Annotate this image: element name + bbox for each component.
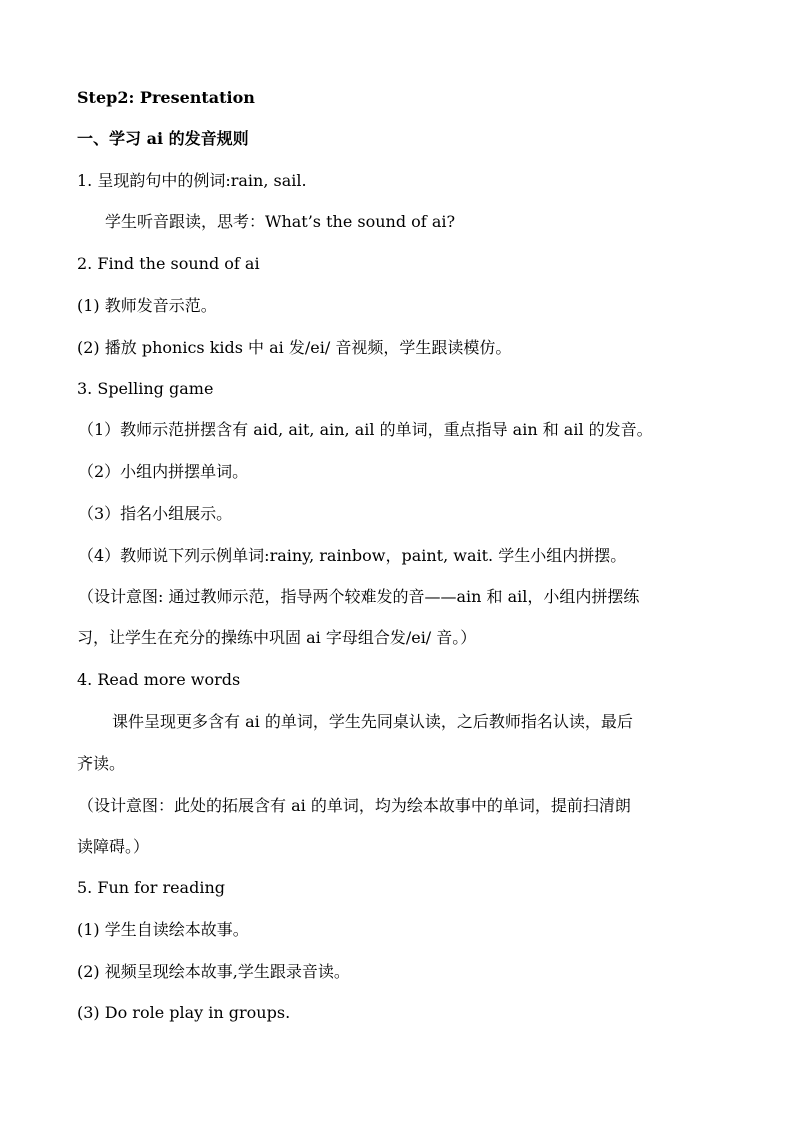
design-intent-1-line-2: 习，让学生在充分的操练中巩固 ai 字母组合发/ei/ 音。）: [77, 628, 477, 647]
item-3-sub-1: （1）教师示范拼摆含有 aid, ait, ain, ail 的单词，重点指导 ain 和 ail 的发音。: [78, 420, 653, 439]
item-2-sub-2: (2) 播放 phonics kids 中 ai 发/ei/ 音视频，学生跟读模仿。: [77, 338, 512, 357]
item-4-detail-line-2: 齐读。: [77, 754, 126, 773]
item-1-detail: 学生听音跟读，思考：What’s the sound of ai?: [105, 212, 456, 231]
section-heading: 一、学习 ai 的发音规则: [77, 129, 249, 148]
item-2-sub-1: (1) 教师发音示范。: [77, 296, 217, 315]
design-intent-2-line-2: 读障碍。）: [77, 837, 150, 856]
step-heading: Step2: Presentation: [77, 88, 255, 107]
item-1-title: 1. 呈现韵句中的例词:rain, sail.: [77, 171, 307, 190]
item-3-sub-3: （3）指名小组展示。: [78, 504, 233, 523]
item-2-title: 2. Find the sound of ai: [77, 254, 260, 273]
item-3-sub-2: （2）小组内拼摆单词。: [78, 462, 249, 481]
item-3-sub-4: （4）教师说下列示例单词:rainy, rainbow，paint, wait. 学生小组内拼摆。: [78, 546, 627, 565]
item-5-sub-1: (1) 学生自读绘本故事。: [77, 920, 249, 939]
item-5-sub-2: (2) 视频呈现绘本故事,学生跟录音读。: [77, 962, 350, 981]
item-4-detail-line-1: 课件呈现更多含有 ai 的单词，学生先同桌认读，之后教师指名认读，最后: [112, 712, 633, 731]
item-3-title: 3. Spelling game: [77, 379, 214, 398]
item-5-title: 5. Fun for reading: [77, 878, 225, 897]
item-5-sub-3: (3) Do role play in groups.: [77, 1003, 291, 1022]
design-intent-2-line-1: （设计意图：此处的拓展含有 ai 的单词，均为绘本故事中的单词，提前扫清朗: [78, 796, 631, 815]
item-4-title: 4. Read more words: [77, 670, 241, 689]
design-intent-1-line-1: （设计意图: 通过教师示范，指导两个较难发的音——ain 和 ail，小组内拼摆练: [78, 587, 640, 606]
